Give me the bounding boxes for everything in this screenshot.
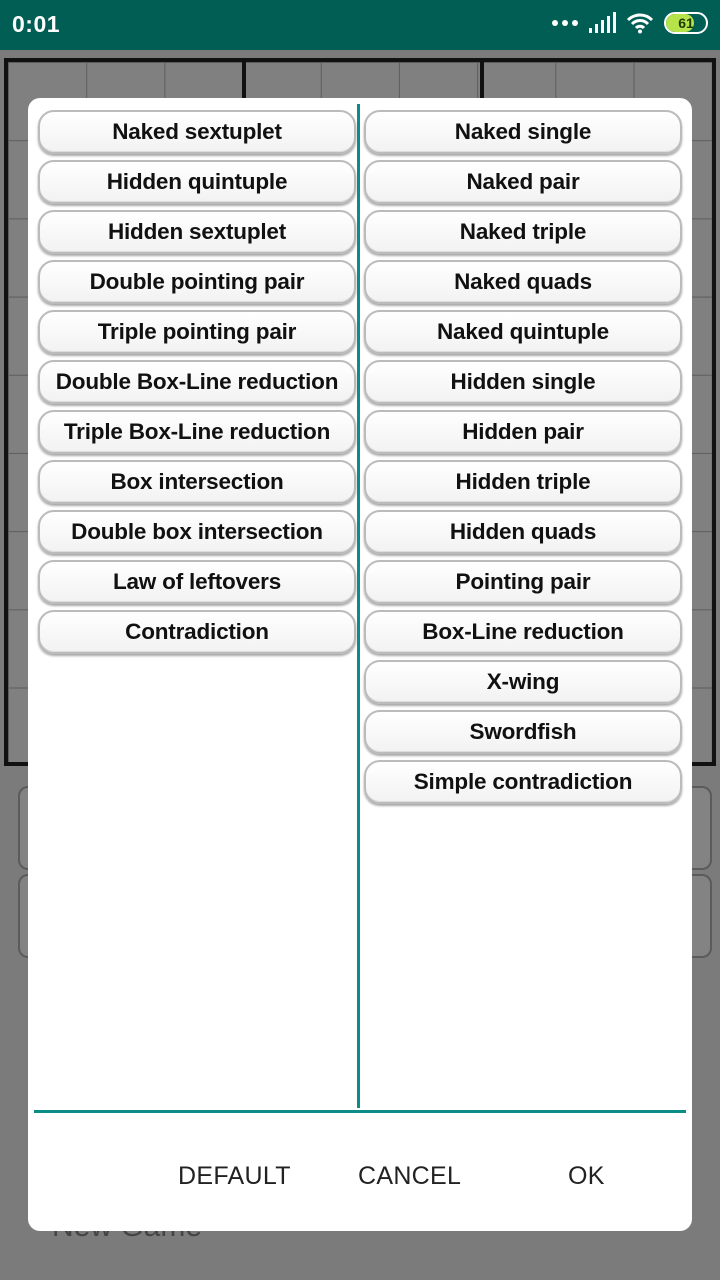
status-icons [552,12,708,34]
strategy-option-button[interactable]: Naked sextuplet [38,110,356,154]
vertical-divider [357,104,360,1108]
strategy-option-button[interactable]: Double box intersection [38,510,356,554]
strategy-option-button[interactable]: Box intersection [38,460,356,504]
strategy-option-button[interactable]: Naked quads [364,260,682,304]
strategy-option-button[interactable]: Naked triple [364,210,682,254]
more-dots-icon [552,20,578,26]
cancel-button[interactable]: CANCEL [358,1162,462,1190]
default-button[interactable]: DEFAULT [178,1162,291,1190]
strategy-option-button[interactable]: Law of leftovers [38,560,356,604]
horizontal-divider [34,1110,686,1113]
strategy-option-button[interactable]: Naked quintuple [364,310,682,354]
strategy-option-button[interactable]: Contradiction [38,610,356,654]
strategy-option-button[interactable]: Hidden pair [364,410,682,454]
signal-icon [588,12,616,34]
strategy-option-button[interactable]: Pointing pair [364,560,682,604]
strategy-option-button[interactable]: Simple contradiction [364,760,682,804]
strategy-option-button[interactable]: Naked single [364,110,682,154]
ok-button[interactable]: OK [568,1162,605,1190]
strategy-dialog [28,98,692,1231]
strategy-option-button[interactable]: Double Box-Line reduction [38,360,356,404]
strategy-option-button[interactable]: Hidden triple [364,460,682,504]
strategy-option-button[interactable]: X-wing [364,660,682,704]
status-bar [0,0,720,50]
strategy-option-button[interactable]: Hidden quintuple [38,160,356,204]
left-options-column [38,110,356,660]
strategy-option-button[interactable]: Triple pointing pair [38,310,356,354]
strategy-option-button[interactable]: Hidden sextuplet [38,210,356,254]
wifi-icon [626,12,654,34]
battery-percent: 61 [678,15,694,31]
strategy-option-button[interactable]: Hidden quads [364,510,682,554]
strategy-option-button[interactable]: Double pointing pair [38,260,356,304]
strategy-option-button[interactable]: Swordfish [364,710,682,754]
status-time: 0:01 [12,11,61,37]
right-options-column [364,110,682,810]
strategy-option-button[interactable]: Triple Box-Line reduction [38,410,356,454]
strategy-option-button[interactable]: Box-Line reduction [364,610,682,654]
strategy-option-button[interactable]: Hidden single [364,360,682,404]
battery-icon [664,12,708,34]
strategy-option-button[interactable]: Naked pair [364,160,682,204]
